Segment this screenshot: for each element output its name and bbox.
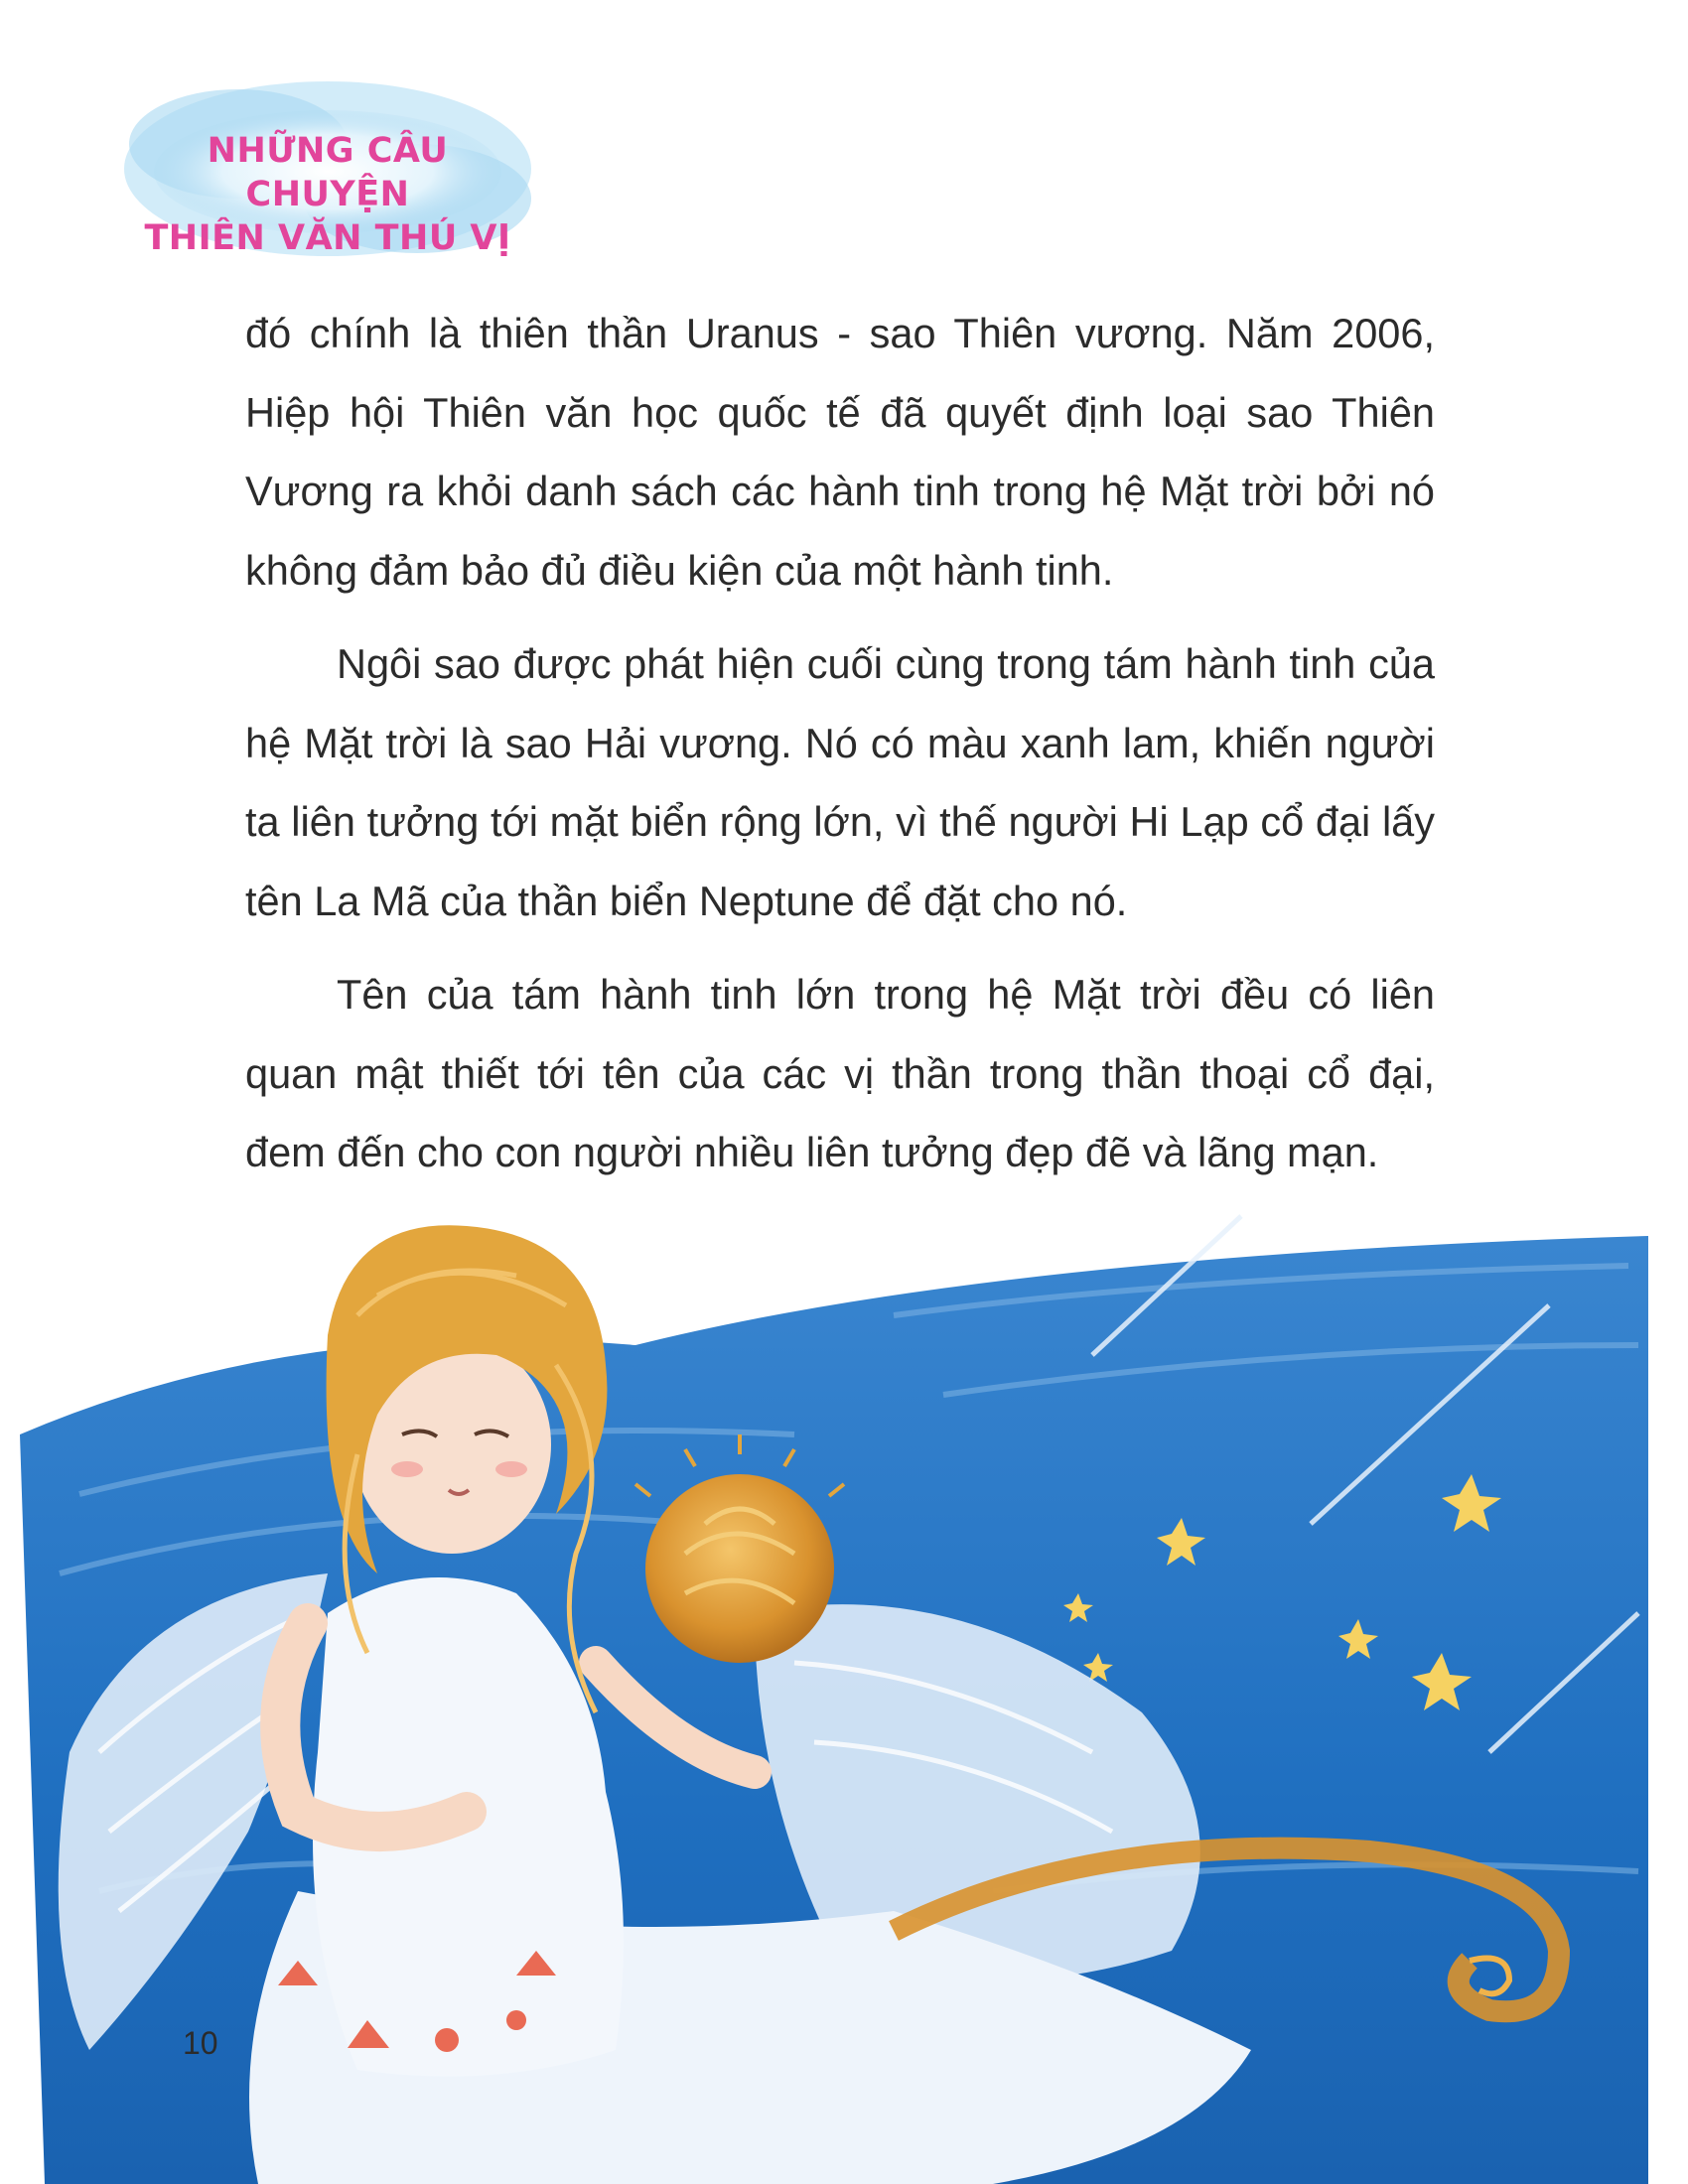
book-series-title bbox=[119, 129, 536, 260]
goddess-holding-planet-illustration bbox=[0, 1196, 1688, 2184]
paragraph-2: Ngôi sao được phát hiện cuối cùng trong tám hành tinh của hệ Mặt trời là sao Hải vương. Nó có màu xanh lam, khiến người ta liên tưởng tới mặt biển rộng lớn, vì thế người Hi Lạp cổ đại lấy tên La Mã của thần biển Neptune để đặt cho nó. bbox=[245, 640, 1435, 924]
series-title-line-2: THIÊN VĂN THÚ VỊ bbox=[144, 218, 511, 258]
series-title-line-1: NHỮNG CÂU CHUYỆN bbox=[207, 131, 449, 214]
paragraph-3: Tên của tám hành tinh lớn trong hệ Mặt trời đều có liên quan mật thiết tới tên của các vị thần trong thần thoại cổ đại, đem đến cho con người nhiều liên tưởng đẹp đẽ và lãng mạn. bbox=[245, 971, 1435, 1175]
page-body-text bbox=[245, 294, 1435, 1207]
page-number: 10 bbox=[183, 2025, 218, 2061]
paragraph-1: đó chính là thiên thần Uranus - sao Thiên vương. Năm 2006, Hiệp hội Thiên văn học quốc tế đã quyết định loại sao Thiên Vương ra khỏi danh sách các hành tinh trong hệ Mặt trời bởi nó không đảm bảo đủ điều kiện của một hành tinh. bbox=[245, 310, 1435, 594]
